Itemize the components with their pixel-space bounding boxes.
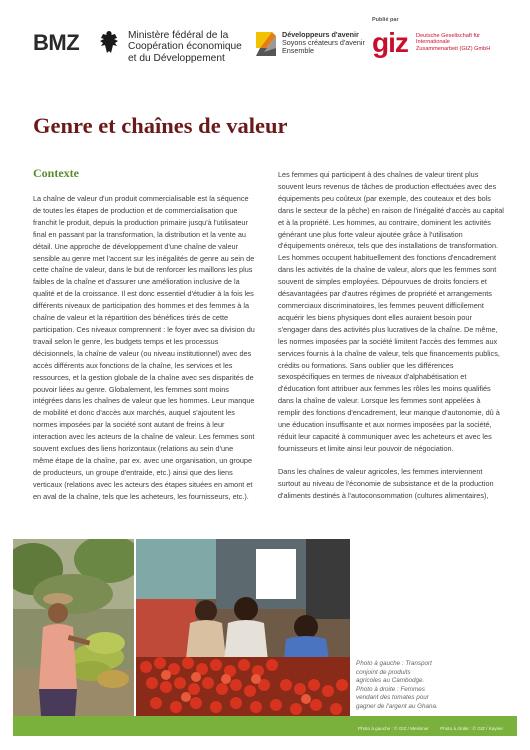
developpeurs-avenir-text: Développeurs d'avenir Soyons créateurs d'avenir Ensemble (282, 30, 365, 56)
footer-bar (13, 716, 517, 736)
right-column (278, 169, 504, 501)
ministry-name: Ministère fédéral de la Coopération économique et du Développement (128, 30, 242, 64)
photo-credit-right: Photo à droite : © GIZ / Kayser (440, 726, 503, 731)
photo-credits (348, 726, 503, 731)
photo-ghana-tomato-sellers (136, 539, 350, 716)
published-by-label: Publié par (372, 17, 399, 23)
bmz-logo: BMZ (33, 30, 80, 55)
header (0, 0, 530, 70)
left-column (33, 193, 255, 503)
right-column-paragraph-2: Dans les chaînes de valeur agricoles, les femmes interviennent surtout au niveau de l'économie de subsistance et de la production d'aliments destinés à l'autoconsommation (cultures alimentaires), (278, 466, 494, 500)
photo-caption: Photo à gauche : Transport conjoint de produits agricoles au Cambodge. Photo à droite : Femmes vendant des tomates pour gagner de l'argent au Ghana. (356, 660, 438, 710)
federal-eagle-icon (98, 29, 120, 55)
page-title: Genre et chaînes de valeur (33, 113, 288, 138)
left-column-paragraph: La chaîne de valeur d'un produit commercialisable est la séquence de toutes les étapes de production et de commercialisation que franchit le produit, depuis la production primaire jusqu'à l'utilisateur final en passant par la transformation, la distribution et la vente au détail. Une approche de développement d'une chaîne de valeur sensible au genre met l'accent sur les inégalités de genre au sein de cette chaîne de valeur, dans le but de renforcer les maillons les plus faibles de la chaîne et d'assurer une amélioration inclusive de la qualité et de la croissance. Il est donc essentiel d'étudier à la fois les différents niveaux de participation des hommes et des femmes à la chaîne de valeur et la répartition des bénéfices tirés de cette participation. Ces niveaux comprennent : le foyer avec sa division du travail selon le genre, les budgets temps et les processus décisionnels, la chaîne de valeur (ou niveau institutionnel) avec des accès différents aux fonctions de la chaîne, les services et les ressources, et la gestion globale de la chaîne avec ses disparités de pouvoir liées au genre. Globalement, les femmes sont moins intégrées dans les chaînes de valeur que les hommes. Leur manque de mobilité et donc d'accès aux marchés, auquel s'ajoutent les normes imposées par la société sont autant de freins à leur interaction avec les acteurs de la chaîne de valeur. Les femmes sont souvent exclues des liens horizontaux (relations au sein d'une même étape de la chaîne, par ex. avec une organisation, un groupe de producteurs, un groupe d'entraide, etc.) ainsi que des liens verticaux (relations avec les acteurs des étapes situées en amont et en aval de la chaîne, tels que les acheteurs, les fournisseurs, etc.). (33, 194, 255, 501)
photo-cambodia-transport (13, 539, 134, 716)
photo-credit-left: Photo à gauche : © GIZ / Meissner (358, 726, 429, 731)
developpeurs-avenir-logo-icon (254, 30, 278, 58)
section-heading-contexte: Contexte (33, 166, 79, 180)
right-column-paragraph-1: Les femmes qui participent à des chaînes de valeur tirent plus souvent leurs revenus de tâches de production effectuées avec des équipements peu coûteux (par exemple, des couteaux et des bols dans le secteur de la pêche) en raison de l'inégalité d'accès au capital et à la propriété. Les hommes, au contraire, dominent les activités générant une plus forte valeur ajoutée grâce à l'utilisation d'équipements onéreux, tels que des installations de transformation. Les hommes occupent habituellement des fonctions d'encadrement dans les activités de la chaîne de valeur, alors que les femmes sont souvent de simples employées. Dépourvues de droits fonciers et désavantagées par d'autres régimes de propriété et arrangements commerciaux discriminatoires, les femmes peuvent difficilement acquérir les biens physiques dont elles auraient besoin pour s'engager dans des activités plus lucratives de la chaîne. De même, les normes imposées par la société limitent l'accès des femmes aux services fournis à la chaîne de valeur, tels que financements publics, crédits ou formations. Sans oublier que les différences sexospécifiques en termes de niveaux d'alphabétisation et d'éducation font attribuer aux femmes les rôles les moins qualifiés dans la chaîne de valeur. Lorsque les femmes sont appelées à remplir des fonctions d'encadrement, leur manque d'autonomie, dû à une éducation insuffisante et aux normes imposées par la société, réduit leur capacité à communiquer avec les acheteurs et avec les fournisseurs et limite ainsi leur pouvoir de négociation. (278, 170, 504, 453)
giz-full-name: Deutsche Gesellschaft für Internationale Zusammenarbeit (GIZ) GmbH (416, 33, 491, 52)
giz-logo: giz (372, 27, 408, 58)
